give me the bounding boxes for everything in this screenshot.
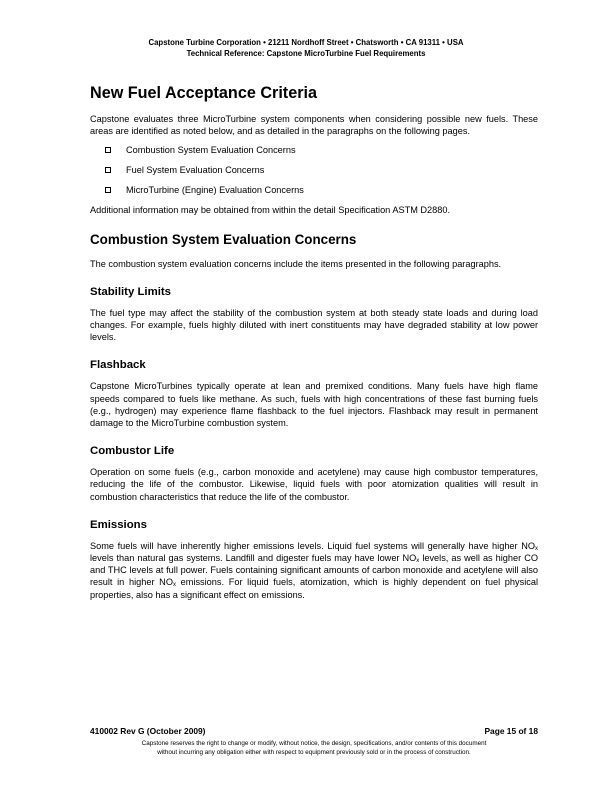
list-item-label: MicroTurbine (Engine) Evaluation Concerns [126,185,304,196]
disclaimer: Capstone reserves the right to change or modify, without notice, the design, specifications, and/or contents of this document without incurring any obligation either with respect to equipment previously sold or in the process of construction. [141,740,487,756]
intro-paragraph: Capstone evaluates three MicroTurbine system components when considering possible new fuels. These areas are identified as noted below, and as detailed in the paragraphs on the following pages. [90,114,538,137]
additional-info: Additional information may be obtained from within the detail Specification ASTM D2880. [90,205,451,216]
combustor-life-text: Operation on some fuels (e.g., carbon monoxide and acetylene) may cause high combustor temperatures, reducing the life of the combustor. Likewise, liquid fuels with poor atomization qualities will result in combustion characteristics that reduce the life of the combustor. [90,467,538,502]
page-title: New Fuel Acceptance Criteria [90,84,318,102]
list-item [105,164,538,176]
list-item-label: Combustion System Evaluation Concerns [126,145,296,156]
header-reference: Technical Reference: Capstone MicroTurbine Fuel Requirements [186,49,426,58]
stability-text: The fuel type may affect the stability of the combustion system at both steady state loads and during load changes. For example, fuels highly diluted with inert constituents may have degraded stability at low power levels. [90,307,538,343]
emissions-heading: Emissions [90,518,147,531]
list-item [105,184,538,196]
checkbox-bullet-icon [105,167,111,173]
flashback-heading: Flashback [90,359,146,372]
flashback-text: Capstone MicroTurbines typically operate at lean and premixed conditions. Many fuels have high flame speeds compared to fuels like methane. As such, fuels with high concentrations of these fast burning fuels (e.g., hydrogen) may experience flame flashback to the fuel injectors. Flashback may result in permanent damage to the MicroTurbine combustion system. [90,381,538,429]
header-address: Capstone Turbine Corporation • 21211 Nordhoff Street • Chatsworth • CA 91311 • USA [148,38,464,47]
list-item-label: Fuel System Evaluation Concerns [126,165,265,176]
checkbox-bullet-icon [105,187,111,193]
combustion-heading: Combustion System Evaluation Concerns [90,231,357,247]
page-number: Page 15 of 18 [484,726,538,736]
document-body [90,82,538,601]
combustor-life-heading: Combustor Life [90,445,175,458]
criteria-list [105,144,538,196]
document-id: 410002 Rev G (October 2009) [90,726,206,736]
page-header [0,37,612,59]
emissions-text: Some fuels will have inherently higher emissions levels. Liquid fuel systems will generally have higher NOx levels than natural gas systems. Landfill and digester fuels may have lower NOx levels, as well as higher CO and THC levels at full power. Fuels containing significant amounts of carbon monoxide and acetylene will also result in higher NOx emissions. For liquid fuels, atomization, which is highly dependent on fuel physical properties, also has a significant effect on emissions. [90,540,539,600]
stability-heading: Stability Limits [90,285,172,298]
list-item [105,144,538,156]
combustion-intro: The combustion system evaluation concerns include the items presented in the following paragraphs. [90,258,502,269]
checkbox-bullet-icon [105,147,111,153]
page-footer [90,726,538,757]
